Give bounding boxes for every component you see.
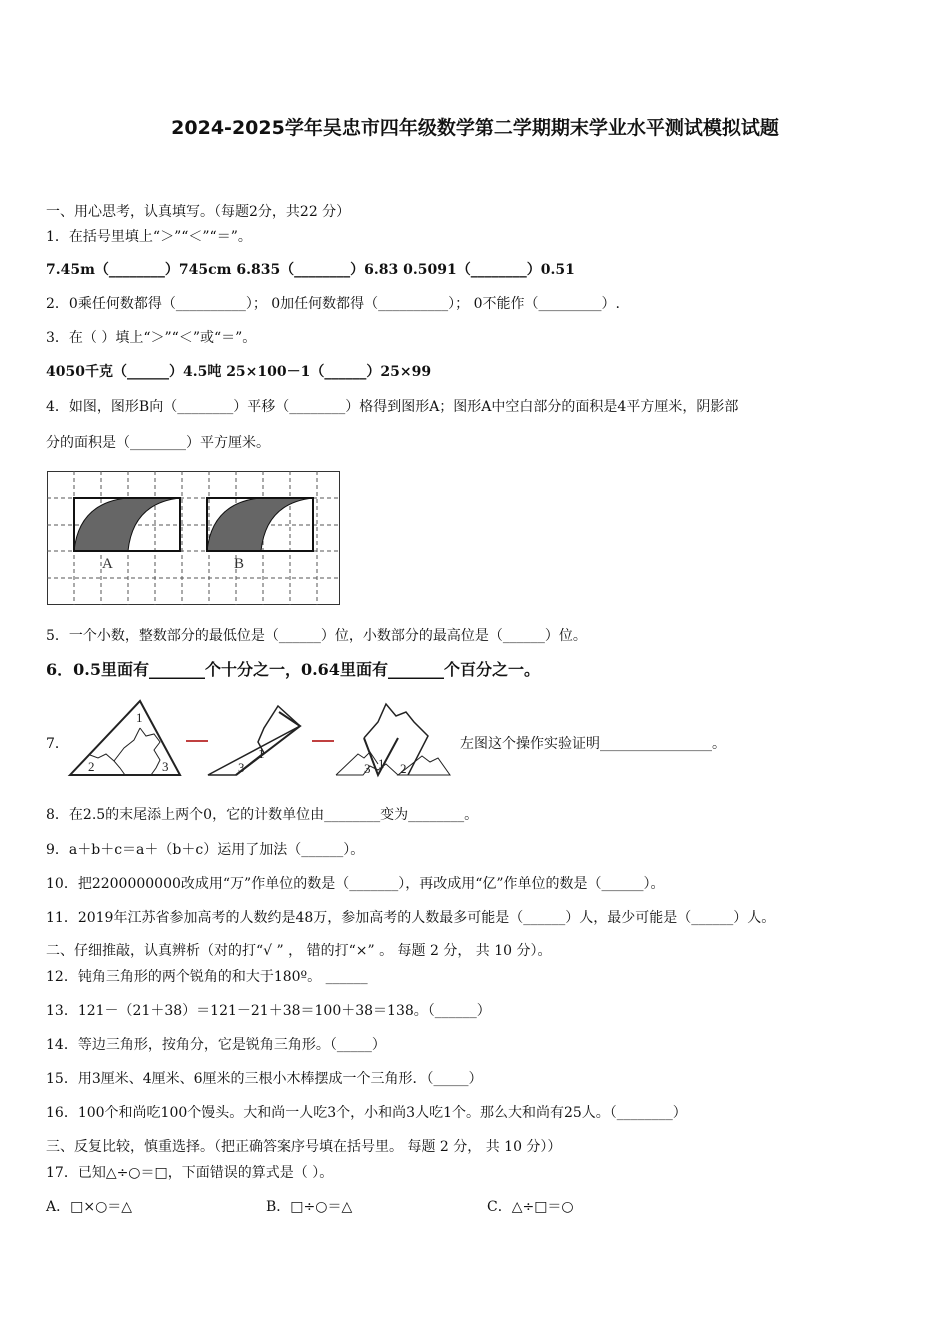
figure7-label: 1	[136, 710, 143, 725]
question-14: 14．等边三角形，按角分，它是锐角三角形。（_____）	[46, 1037, 386, 1053]
question-16: 16．100个和尚吃100个馒头。大和尚一人吃3个，小和尚3人吃1个。那么大和尚有25人。（________）	[46, 1105, 687, 1121]
section3-header: 三、反复比较，慎重选择。（把正确答案序号填在括号里。 每题 2 分， 共 10 分））	[46, 1139, 562, 1155]
question-11: 11．2019年江苏省参加高考的人数约是48万，参加高考的人数最多可能是（______）人，最少可能是（______）人。	[46, 910, 776, 926]
option-a: A．□×○＝△	[46, 1199, 133, 1215]
question-12: 12．钝角三角形的两个锐角的和大于180º。 ______	[46, 969, 368, 985]
shape-a-shaded	[74, 498, 180, 551]
question-4-figure	[47, 471, 340, 605]
question-4-line2: 分的面积是（________）平方厘米。	[46, 435, 270, 451]
figure7-label: 3	[364, 761, 371, 776]
question-17: 17．已知△÷○＝□，下面错误的算式是（ ）。	[46, 1165, 334, 1181]
question-4-line1: 4．如图，图形B向（________）平移（________）格得到图形A；图形A中空白部分的面积是4平方厘米，阴影部	[46, 399, 739, 415]
figure7-label: 3	[238, 760, 245, 775]
question-6: 6．0.5里面有_______个十分之一，0.64里面有_______个百分之一。	[46, 660, 540, 679]
question-7-text: 左图这个操作实验证明________________。	[460, 736, 726, 752]
question-10: 10．把2200000000改成用“万”作单位的数是（_______），再改成用“亿”作单位的数是（______）。	[46, 876, 665, 892]
question-7-number: 7．	[46, 736, 69, 752]
figure7-label: 2	[88, 759, 95, 774]
shape-a-label: A	[102, 556, 113, 572]
page-title: 2024-2025学年吴忠市四年级数学第二学期期末学业水平测试模拟试题	[171, 117, 779, 139]
question-9: 9．a＋b＋c＝a＋（b＋c）运用了加法（______）。	[46, 842, 365, 858]
question-15: 15．用3厘米、4厘米、6厘米的三根小木棒摆成一个三角形．（_____）	[46, 1071, 483, 1087]
option-c: C．△÷□＝○	[487, 1199, 574, 1215]
question-5: 5．一个小数，整数部分的最低位是（______）位，小数部分的最高位是（______）位。	[46, 628, 587, 644]
figure7-label: 3	[162, 759, 169, 774]
question-1: 1．在括号里填上“＞”“＜”“＝”。	[46, 229, 252, 245]
figure7-label: 1	[258, 746, 265, 761]
question-1-items: 7.45m（________）745cm 6.835（________）6.83 0.5091（________）0.51	[46, 262, 575, 278]
figure7-label: 2	[400, 761, 407, 776]
question-3-items: 4050千克（______）4.5吨 25×100－1（______）25×99	[46, 364, 432, 380]
question-3: 3．在（ ）填上“＞”“＜”或“＝”。	[46, 330, 257, 346]
figure7-label: 1	[378, 756, 385, 771]
question-13: 13．121－（21＋38）＝121－21＋38＝100＋38＝138。（______）	[46, 1003, 491, 1019]
shape-b-shaded	[207, 498, 313, 551]
section1-header: 一、用心思考，认真填写。（每题2分，共22 分）	[46, 204, 351, 220]
section2-header: 二、仔细推敲，认真辨析（对的打“√ ” ， 错的打“×” 。 每题 2 分， 共 10 分）。	[46, 943, 552, 959]
option-b: B．□÷○＝△	[266, 1199, 353, 1215]
question-8: 8．在2.5的末尾添上两个0，它的计数单位由________变为________。	[46, 807, 479, 823]
shape-b-label: B	[234, 556, 245, 572]
question-7-figure	[68, 698, 453, 780]
question-2: 2．0乘任何数都得（__________）； 0加任何数都得（__________）； 0不能作（_________）.	[46, 296, 620, 312]
